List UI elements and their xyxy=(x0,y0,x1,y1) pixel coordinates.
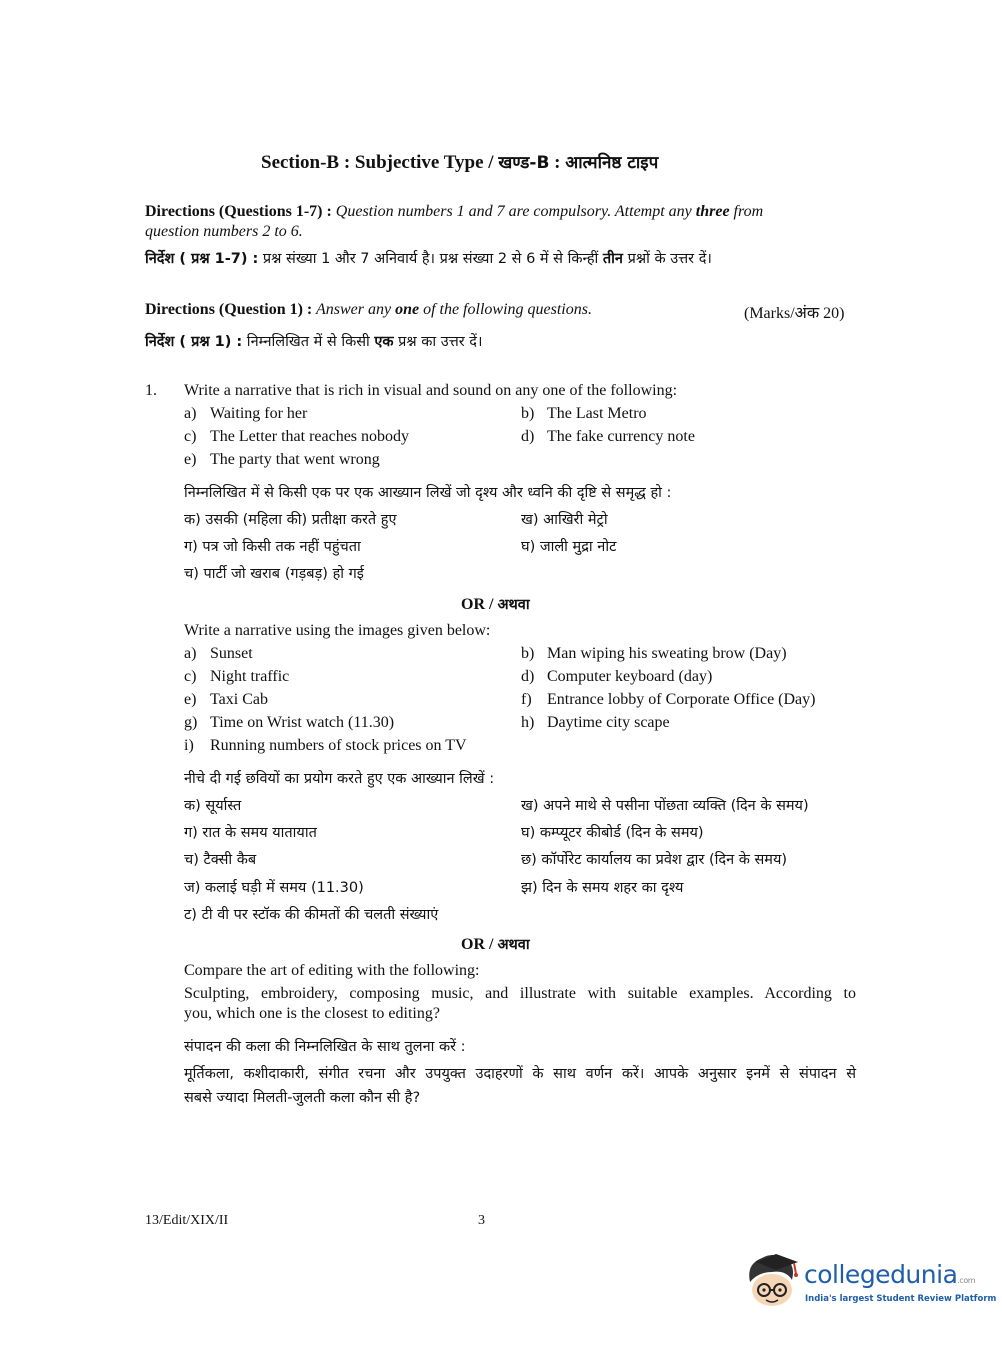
option xyxy=(184,405,307,423)
option-text: Computer keyboard (day) xyxy=(547,668,713,685)
option-text: Man wiping his sweating brow (Day) xyxy=(547,645,787,662)
option-text: Sunset xyxy=(210,645,253,662)
directions-q1-hindi-text-end: प्रश्न का उत्तर दें। xyxy=(393,334,483,350)
option-letter: h) xyxy=(521,714,535,731)
question-prompt-hindi: नीचे दी गई छवियों का प्रयोग करते हुए एक आख्यान लिखें : xyxy=(184,771,495,787)
option-hindi: ट) टी वी पर स्टॉक की कीमतों की चलती संख्याएं xyxy=(184,907,439,923)
directions-q1-hindi-text: निम्नलिखित में से किसी xyxy=(242,334,375,350)
question-text-hindi: सबसे ज्यादा मिलती-जुलती कला कौन सी है? xyxy=(184,1090,421,1106)
directions-hindi-text: प्रश्न संख्या 1 और 7 अनिवार्य है। प्रश्न संख्या 2 से 6 में से किन्हीं xyxy=(258,251,603,267)
option-hindi: ग) रात के समय यातायात xyxy=(184,825,317,841)
option-letter: c) xyxy=(184,668,197,685)
option-letter: b) xyxy=(521,645,535,662)
question-prompt: Write a narrative that is rich in visual and sound on any one of the following: xyxy=(184,382,678,399)
option xyxy=(521,668,712,686)
question-text-line: you, which one is the closest to editing? xyxy=(184,1005,440,1022)
logo-tagline: India's largest Student Review Platform xyxy=(805,1294,997,1304)
option-text: Waiting for her xyxy=(210,405,308,422)
title-english: Section-B : Subjective Type / xyxy=(261,152,499,173)
directions-q1-hindi-bold: एक xyxy=(374,334,394,350)
option xyxy=(184,428,409,446)
directions-q1-hindi xyxy=(145,331,482,351)
directions-1-7 xyxy=(145,203,763,221)
option-hindi: घ) कम्प्यूटर कीबोर्ड (दिन के समय) xyxy=(521,825,704,841)
logo-name: collegedunia xyxy=(804,1260,958,1289)
or-hindi: अथवा xyxy=(497,937,530,953)
option-letter: i) xyxy=(184,737,194,754)
option xyxy=(521,405,647,423)
question-number: 1. xyxy=(145,382,157,399)
option-hindi: ज) कलाई घड़ी में समय (11.30) xyxy=(184,880,364,896)
option-letter: f) xyxy=(521,691,532,708)
marks: (Marks/अंक 20) xyxy=(744,305,845,322)
directions-q1-label: Directions (Question 1) : xyxy=(145,301,313,318)
collegedunia-logo xyxy=(742,1250,997,1312)
option-text: The party that went wrong xyxy=(210,451,380,468)
directions-q1-bold: one xyxy=(395,301,420,318)
option-letter: g) xyxy=(184,714,198,731)
directions-q1-hindi-label: निर्देश ( प्रश्न 1) : xyxy=(145,334,243,350)
directions-hindi-bold: तीन xyxy=(602,251,623,267)
option-hindi: च) टैक्सी कैब xyxy=(184,852,257,868)
directions-bold: three xyxy=(695,203,730,220)
directions-q1-text: Answer any xyxy=(312,301,396,318)
option xyxy=(184,645,253,663)
option-text: Daytime city scape xyxy=(547,714,670,731)
or-divider xyxy=(461,934,530,954)
option-text: The fake currency note xyxy=(547,428,695,445)
option-hindi: ग) पत्र जो किसी तक नहीं पहुंचता xyxy=(184,539,361,555)
directions-q1 xyxy=(145,301,592,319)
directions-hindi-label: निर्देश ( प्रश्न 1-7) : xyxy=(145,251,259,267)
title-hindi: खण्ड-B xyxy=(498,153,550,173)
option-text: The Letter that reaches nobody xyxy=(210,428,410,445)
or-hindi: अथवा xyxy=(497,597,530,613)
mascot-icon xyxy=(742,1250,802,1310)
title-separator: : xyxy=(549,152,566,173)
logo-wordmark xyxy=(804,1260,975,1289)
option xyxy=(184,451,380,469)
logo-suffix: .com xyxy=(957,1276,976,1285)
option-letter: b) xyxy=(521,405,535,422)
option-letter: e) xyxy=(184,691,197,708)
option-hindi: घ) जाली मुद्रा नोट xyxy=(521,539,617,555)
question-prompt: Write a narrative using the images given below: xyxy=(184,622,491,639)
directions-q1-text-end: of the following questions. xyxy=(419,301,592,318)
title-hindi-2: आत्मनिष्ठ टाइप xyxy=(565,153,659,173)
question-text-hindi: मूर्तिकला, कशीदाकारी, संगीत रचना और उपयुक्त उदाहरणों के साथ वर्णन करें। आपके अनुसार इनमें से संपादन से xyxy=(184,1066,856,1082)
option xyxy=(521,691,815,709)
or-english: OR / xyxy=(461,596,498,613)
option-letter: a) xyxy=(184,645,197,662)
option xyxy=(521,645,787,663)
question-prompt-hindi: निम्नलिखित में से किसी एक पर एक आख्यान लिखें जो दृश्य और ध्वनि की दृष्टि से समृद्ध हो : xyxy=(184,485,672,501)
question-text-line: Sculpting, embroidery, composing music, and illustrate with suitable examples. According to xyxy=(184,985,856,1002)
question-prompt: Compare the art of editing with the following: xyxy=(184,962,480,979)
directions-text-end: from xyxy=(729,203,764,220)
directions-text: Question numbers 1 and 7 are compulsory. Attempt any xyxy=(331,203,696,220)
question-prompt-hindi: संपादन की कला की निम्नलिखित के साथ तुलना करें : xyxy=(184,1039,466,1055)
page-number: 3 xyxy=(478,1213,485,1228)
directions-1-7-hindi xyxy=(145,248,712,268)
option xyxy=(184,737,467,755)
option-letter: d) xyxy=(521,668,535,685)
option xyxy=(184,691,268,709)
option-letter: c) xyxy=(184,428,197,445)
or-divider xyxy=(461,594,530,614)
option-text: Time on Wrist watch (11.30) xyxy=(210,714,395,731)
option-text: Entrance lobby of Corporate Office (Day) xyxy=(547,691,816,708)
option-text: Taxi Cab xyxy=(210,691,268,708)
option xyxy=(184,714,394,732)
option-letter: a) xyxy=(184,405,197,422)
option xyxy=(521,714,670,732)
option-hindi: झ) दिन के समय शहर का दृश्य xyxy=(521,880,684,896)
option-hindi: छ) कॉर्पोरेट कार्यालय का प्रवेश द्वार (दिन के समय) xyxy=(521,852,788,868)
option-letter: e) xyxy=(184,451,197,468)
option-text: The Last Metro xyxy=(547,405,647,422)
option-text: Running numbers of stock prices on TV xyxy=(210,737,467,754)
option-letter: d) xyxy=(521,428,535,445)
directions-hindi-text-end: प्रश्नों के उत्तर दें। xyxy=(622,251,712,267)
option-hindi: क) सूर्यास्त xyxy=(184,798,242,814)
option xyxy=(521,428,695,446)
option-hindi: ख) अपने माथे से पसीना पोंछता व्यक्ति (दिन के समय) xyxy=(521,798,809,814)
option-hindi: क) उसकी (महिला की) प्रतीक्षा करते हुए xyxy=(184,512,397,528)
directions-label: Directions (Questions 1-7) : xyxy=(145,203,332,220)
or-english: OR / xyxy=(461,936,498,953)
directions-1-7-line2: question numbers 2 to 6. xyxy=(145,223,303,240)
option xyxy=(184,668,289,686)
footer-code: 13/Edit/XIX/II xyxy=(145,1213,229,1228)
option-text: Night traffic xyxy=(210,668,290,685)
section-title xyxy=(261,150,658,174)
option-hindi: ख) आखिरी मेट्रो xyxy=(521,512,608,528)
option-hindi: च) पार्टी जो खराब (गड़बड़) हो गई xyxy=(184,566,364,582)
